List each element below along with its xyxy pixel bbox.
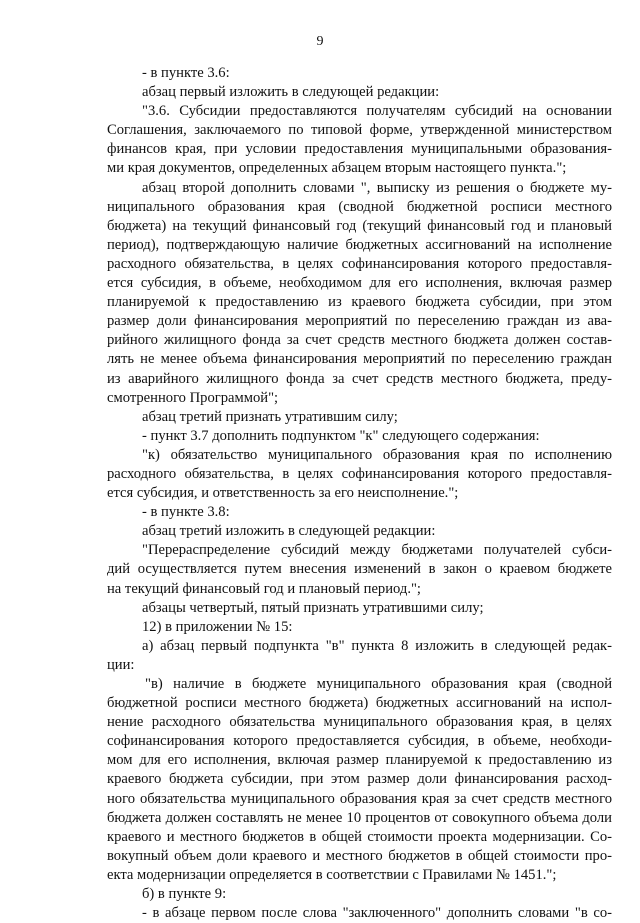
text-line: 12) в приложении № 15: xyxy=(142,618,293,635)
text-line: планируемой к предоставлению из краевого бюджета субсидии, при этом xyxy=(107,294,612,311)
text-line: абзац второй дополнить словами ", выписку из решения о бюджете му- xyxy=(142,179,612,196)
text-line: софинансирования которого предоставляется субсидия, в объеме, необходи- xyxy=(107,733,612,750)
text-line: - в пункте 3.6: xyxy=(142,65,230,81)
text-line: ется субсидия, и ответственность за его неисполнение."; xyxy=(107,485,459,502)
text-line: Соглашения, заключаемого по типовой форме, утвержденной министерством xyxy=(107,122,612,139)
text-line: - в абзаце первом после слова "заключенного" дополнить словами "в со- xyxy=(142,905,612,922)
text-line: смотренного Программой"; xyxy=(107,389,279,406)
text-line: ниципального образования края (сводной бюджетной росписи местного xyxy=(107,198,612,215)
text-line: вокупный объем доли краевого и местного бюджетов в общей стоимости про- xyxy=(107,847,612,864)
document-body xyxy=(107,64,612,923)
text-line: "3.6. Субсидии предоставляются получателям субсидий на основании xyxy=(142,103,612,120)
text-line: абзац третий изложить в следующей редакции: xyxy=(142,523,436,540)
text-line: "в) наличие в бюджете муниципального образования края (сводной xyxy=(145,676,612,692)
text-line: нение расходного обязательства муниципального образования края, в целях xyxy=(107,714,612,731)
text-line: ции: xyxy=(107,656,135,673)
text-line: период), подтверждающую наличие бюджетных ассигнований на исполнение xyxy=(107,236,612,253)
text-line: бюджетной росписи местного бюджета) бюджетных ассигнований на испол- xyxy=(107,695,612,712)
text-line: на текущий финансовый год и плановый период."; xyxy=(107,580,421,597)
text-line: финансов края, при условии предоставления муниципальными образования- xyxy=(107,141,612,158)
text-line: краевого бюджета субсидии, при этом размер доли финансирования расход- xyxy=(107,771,612,788)
text-line: ми края документов, определенных абзацем вторым настоящего пункта."; xyxy=(107,160,567,177)
text-line: а) абзац первый подпункта "в" пункта 8 изложить в следующей редак- xyxy=(142,637,612,654)
text-line: ется субсидия, в объеме, необходимом для его исполнения, включая размер xyxy=(107,275,612,292)
text-line: ного обязательства муниципального образования края за счет средств местного xyxy=(107,790,612,807)
text-line: дий осуществляется путем внесения изменений в закон о краевом бюджете xyxy=(107,561,612,578)
text-line: абзац первый изложить в следующей редакции: xyxy=(142,84,440,101)
text-line: "Перераспределение субсидий между бюджетами получателей субси- xyxy=(142,542,612,559)
text-line: б) в пункте 9: xyxy=(142,886,227,903)
text-line: бюджета) на текущий финансовый год (текущий финансовый год и плановый xyxy=(107,217,612,234)
text-line: расходного обязательства, в целях софинансирования которого предоставля- xyxy=(107,255,612,272)
text-line: бюджета должен составлять не менее 10 процентов от совокупного объема доли xyxy=(107,809,612,826)
text-line: екта модернизации определяется в соответствии с Правилами № 1451."; xyxy=(107,866,557,883)
text-line: краевого и местного бюджетов в общей стоимости проекта модернизации. Со- xyxy=(107,828,612,845)
text-line: лять не менее объема финансирования мероприятий по переселению граждан xyxy=(107,351,612,368)
text-line: абзац третий признать утратившим силу; xyxy=(142,408,398,425)
page-number: 9 xyxy=(316,34,324,49)
text-line: рийного жилищного фонда за счет средств местного бюджета должен состав- xyxy=(107,332,612,349)
text-line: "к) обязательство муниципального образования края по исполнению xyxy=(142,446,612,463)
text-line: из аварийного жилищного фонда за счет средств местного бюджета, преду- xyxy=(107,370,612,387)
text-line: - пункт 3.7 дополнить подпунктом "к" следующего содержания: xyxy=(142,427,540,444)
text-line: расходного обязательства, в целях софинансирования которого предоставля- xyxy=(107,465,612,482)
text-line: абзацы четвертый, пятый признать утратившими силу; xyxy=(142,599,484,616)
text-line: размер доли финансирования мероприятий по переселению граждан из ава- xyxy=(107,313,612,330)
text-line: мом для его исполнения, включая размер планируемой к предоставлению из xyxy=(107,752,612,769)
text-line: - в пункте 3.8: xyxy=(142,504,230,521)
